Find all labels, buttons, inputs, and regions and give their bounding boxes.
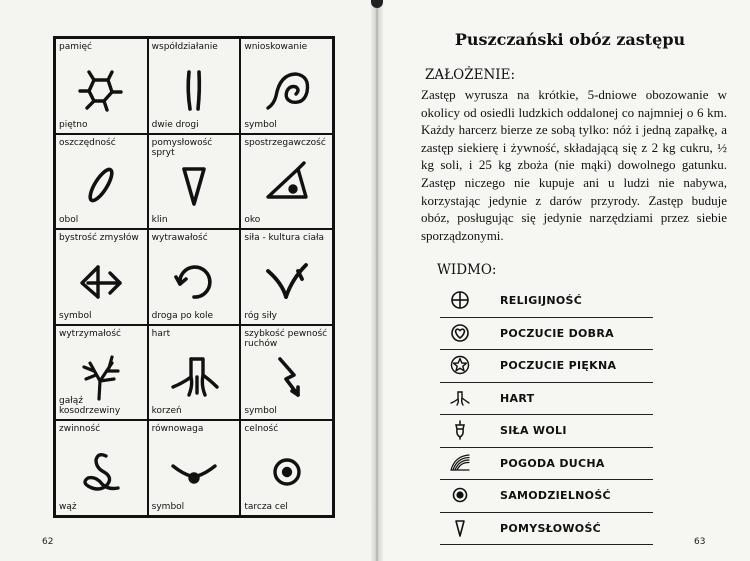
grid-cell [240, 134, 333, 230]
cell-symbol-name: droga po kole [151, 310, 213, 321]
cell-symbol-name: oko [244, 215, 261, 226]
horn-icon [260, 253, 314, 307]
spectrum-row [440, 350, 653, 383]
heart-circle-icon [449, 322, 471, 344]
cell-symbol-name: wąż [59, 501, 77, 512]
page-number-left: 62 [42, 537, 54, 547]
grid-cell [55, 420, 148, 516]
spectrum-item-label: POMYSŁOWOŚĆ [500, 521, 602, 535]
branch-icon [74, 349, 128, 403]
cell-symbol-name: symbol [244, 406, 277, 417]
target-icon [260, 444, 314, 498]
spectrum-label: WIDMO: [437, 262, 497, 278]
wedge-icon [167, 157, 221, 211]
grid-cell [148, 134, 241, 230]
page-number-right: 63 [694, 537, 706, 547]
spectrum-item-label: POCZUCIE DOBRA [500, 326, 614, 340]
symbol-grid [53, 36, 335, 518]
grid-cell [55, 38, 148, 134]
acorn-icon [449, 419, 471, 441]
grid-cell [148, 229, 241, 325]
cell-quality: celność [244, 424, 279, 435]
star-circle-icon [449, 354, 471, 376]
spectrum-list [440, 285, 653, 545]
balance-icon [167, 444, 221, 498]
cell-symbol-name: symbol [244, 119, 277, 130]
arrow-sense-icon [74, 253, 128, 307]
spectrum-row [440, 480, 653, 513]
root-icon [167, 349, 221, 403]
spectrum-item-label: SAMODZIELNOŚĆ [500, 489, 611, 502]
page-title: Puszczański obóz zastępu [454, 30, 686, 49]
cell-symbol-name: symbol [151, 501, 185, 512]
two-paths-icon [167, 62, 221, 116]
spectrum-item-label: POCZUCIE PIĘKNA [500, 359, 617, 372]
grid-cell [240, 38, 333, 134]
spectrum-row [440, 285, 653, 318]
cell-quality: szybkość pewność ruchów [244, 328, 328, 349]
rainbow-icon [449, 452, 471, 474]
cell-symbol-name: tarcza cel [244, 501, 288, 512]
cell-symbol-name: obol [59, 215, 79, 226]
grid-cell [55, 134, 148, 230]
dot-circle-icon [449, 484, 471, 506]
wedge-icon [449, 517, 471, 539]
spectrum-row [440, 383, 653, 416]
obol-icon [74, 157, 128, 211]
spectrum-item-label: POGODA DUCHA [500, 456, 605, 470]
snake-icon [74, 444, 128, 498]
spectrum-row [440, 318, 653, 351]
cell-quality: współdziałanie [151, 42, 218, 52]
spectrum-item-label: HART [500, 391, 535, 405]
brand-icon [74, 62, 128, 116]
cell-quality: pamięć [59, 42, 92, 52]
spectrum-row [440, 415, 653, 448]
cell-symbol-name: klin [151, 215, 168, 226]
grid-cell [240, 325, 333, 421]
spectrum-item-label: SIŁA WOLI [500, 424, 567, 437]
circle-path-icon [167, 253, 221, 307]
grid-cell [148, 38, 241, 134]
cell-symbol-name: symbol [59, 310, 92, 321]
spectrum-row [440, 513, 653, 546]
grid-cell [148, 420, 241, 516]
eye-icon [260, 157, 314, 211]
grid-cell [240, 229, 333, 325]
cell-quality: siła - kultura ciała [244, 233, 325, 244]
spectrum-row [440, 448, 653, 481]
lightning-icon [260, 349, 314, 403]
cell-quality: wytrawałość [151, 233, 208, 244]
grid-cell [240, 420, 333, 516]
cell-symbol-name: róg siły [244, 310, 277, 321]
book-gutter [370, 0, 384, 561]
cell-quality: zwinność [59, 424, 101, 435]
cell-quality: pomysłowość spryt [151, 137, 213, 158]
grid-cell [148, 325, 241, 421]
cell-symbol-name: korzeń [151, 406, 182, 417]
cell-quality: wnioskowanie [244, 42, 308, 52]
cell-quality: równowaga [151, 424, 204, 435]
cell-quality: wytrzymałość [59, 328, 121, 339]
spectrum-item-label: RELIGIJNOŚĆ [500, 294, 583, 307]
cell-quality: bystrość zmysłów [59, 233, 139, 244]
spiral-icon [260, 62, 314, 116]
cell-symbol-name: piętno [59, 119, 88, 130]
grid-cell [55, 325, 148, 421]
cell-quality: hart [151, 328, 171, 339]
circle-cross-icon [449, 289, 471, 311]
cell-symbol-name: dwie drogi [151, 119, 199, 130]
cell-quality: spostrzegawczość [244, 137, 326, 148]
grid-cell [55, 229, 148, 325]
root-icon [449, 387, 471, 409]
cell-quality: oszczędność [59, 137, 116, 148]
cell-symbol-name: gałąź kosodrzewiny [59, 396, 121, 417]
assumption-text: Zastęp wyrusza na krótkie, 5-dniowe obozowanie w okolicy od osiedli ludzkich oddalonej co najmniej o 6 km. Każdy harcerz bierze ze sobą tylko: nóż i jedną zapałkę, a zastęp siekierę i żywność, składającą się z 2 kg cukru, ½ kg soli, i 25 kg zboża (nie mąki) dowolnego gatunku. Zastęp niczego nie kupuje ani u ludzi nie nabywa, korzystając jedynie z darów przyrody. Zastęp buduje obóz, posługując się jedynie narzędziami przez siebie sporządzonymi. [421, 87, 727, 243]
assumption-label: ZAŁOŻENIE: [425, 67, 516, 83]
